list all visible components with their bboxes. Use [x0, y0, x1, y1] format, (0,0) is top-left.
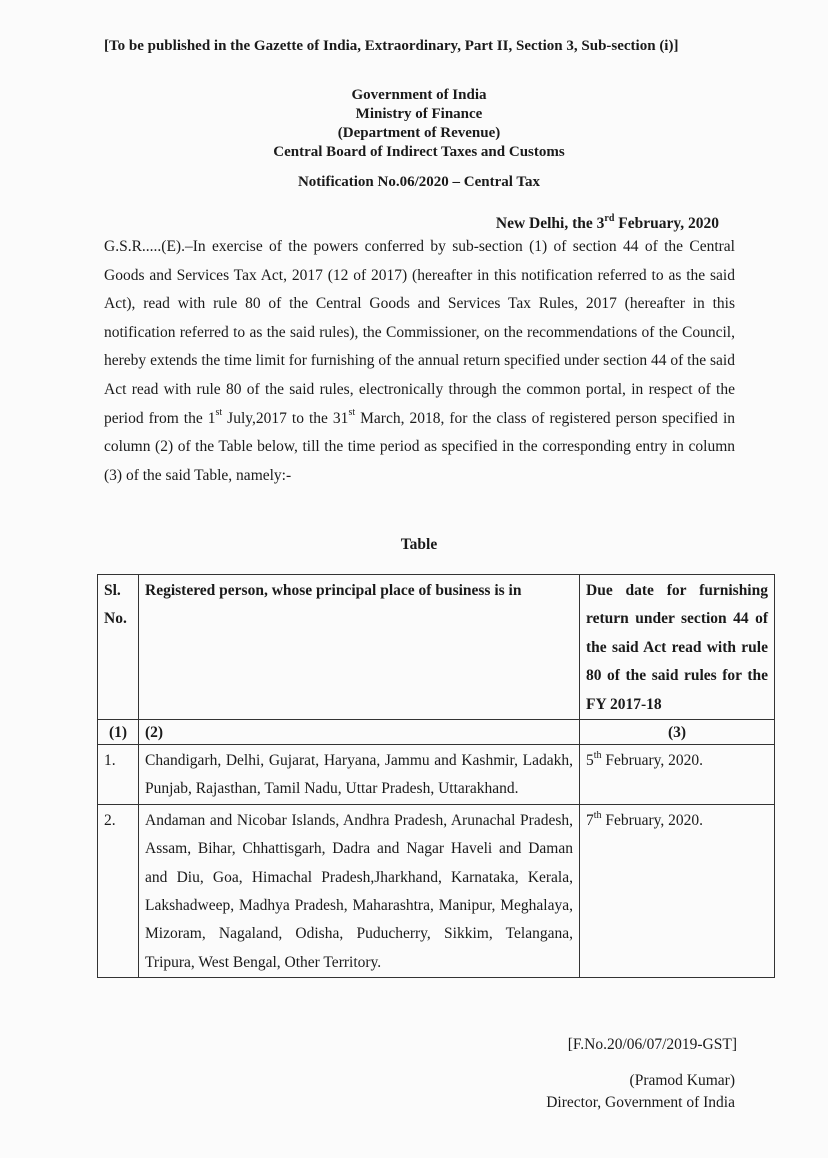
signatory-designation: Director, Government of India [546, 1094, 735, 1111]
col-number-2: (2) [139, 720, 580, 745]
table-title: Table [400, 536, 438, 553]
dateline: New Delhi, the 3rd February, 2020 [495, 212, 719, 232]
row-due-date: 7th February, 2020. [580, 804, 775, 977]
notification-body: G.S.R.....(E).–In exercise of the powers conferred by sub-section (1) of section 44 of the Central Goods and Services Tax Act, 2017 (12 of 2017) (hereafter in this notification referred to as the said Act), read with rule 80 of the Central Goods and Services Tax Rules, 2017 (hereafter in this notification referred to as the said rules), the Commissioner, on the recommendations of the Council, hereby extends the time limit for furnishing of the annual return specified under section 44 of the said Act read with rule 80 of the said rules, electronically through the common portal, in respect of the period from the 1st July,2017 to the 31st March, 2018, for the class of registered person specified in column (2) of the Table below, till the time period as specified in the corresponding entry in column (3) of the said Table, namely:- [104, 238, 735, 484]
header-department: (Department of Revenue) [337, 125, 501, 141]
row-due-date: 5th February, 2020. [580, 745, 775, 805]
row-states: Andaman and Nicobar Islands, Andhra Pradesh, Arunachal Pradesh, Assam, Bihar, Chhattisgarh, Dadra and Nagar Haveli and Daman and Diu, Goa, Himachal Pradesh,Jharkhand, Karnataka, Kerala, Lakshadweep, Madhya Pradesh, Maharashtra, Manipur, Meghalaya, Mizoram, Nagaland, Odisha, Puducherry, Sikkim, Telangana, Tripura, West Bengal, Other Territory. [139, 804, 580, 977]
table-row [98, 745, 775, 805]
table-row [98, 804, 775, 977]
header-ministry: Ministry of Finance [355, 106, 483, 122]
row-states: Chandigarh, Delhi, Gujarat, Haryana, Jammu and Kashmir, Ladakh, Punjab, Rajasthan, Tamil Nadu, Uttar Pradesh, Uttarakhand. [139, 745, 580, 805]
signatory-name: (Pramod Kumar) [629, 1072, 735, 1089]
col-number-1: (1) [98, 720, 139, 745]
notification-number: Notification No.06/2020 – Central Tax [297, 174, 541, 190]
due-date-table [97, 574, 775, 978]
table-header-row [98, 575, 775, 720]
row-sl: 2. [98, 804, 139, 977]
header-due-date: Due date for furnishing return under section 44 of the said Act read with rule 80 of the said rules for the FY 2017-18 [580, 575, 775, 720]
header-board: Central Board of Indirect Taxes and Customs [273, 144, 565, 160]
header-registered-person: Registered person, whose principal place of business is in [139, 575, 580, 720]
col-number-3: (3) [580, 720, 775, 745]
header-government: Government of India [351, 87, 487, 103]
row-sl: 1. [98, 745, 139, 805]
table-column-number-row [98, 720, 775, 745]
file-number: [F.No.20/06/07/2019-GST] [567, 1036, 737, 1053]
header-sl-no: Sl. No. [98, 575, 139, 720]
publication-note: [To be published in the Gazette of India, Extraordinary, Part II, Section 3, Sub-section (i)] [104, 38, 679, 54]
